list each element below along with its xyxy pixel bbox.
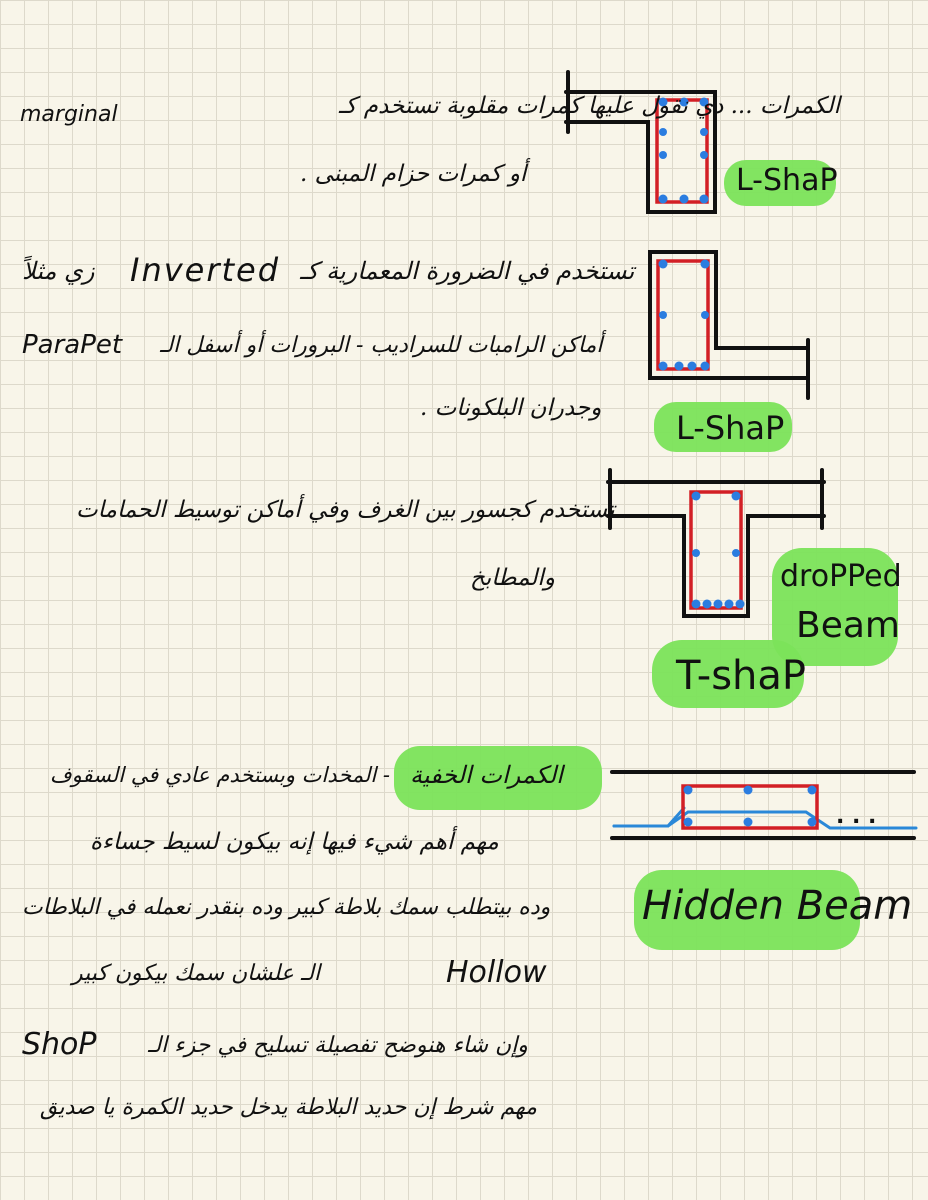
s2-line2: أماكن الرامبات للسراديب - البرورات أو أسفل الـ <box>160 333 603 358</box>
s4-shape-label: Hidden Beam <box>642 883 913 929</box>
tshape-section <box>608 470 824 616</box>
s4-line6: مهم شرط إن حديد البلاطة يدخل حديد الكمرة يا صديق <box>40 1095 538 1120</box>
s3-line2: والمطابخ <box>470 565 555 591</box>
s4-line5-latin: ShoP <box>22 1027 97 1062</box>
s4-line2: مهم أهم شيء فيها إنه بيكون لسيط جساءة <box>90 829 499 855</box>
s4-line4-latin: Hollow <box>446 955 547 990</box>
s3-side-label-2: Beam <box>796 605 900 646</box>
s2-line1-suffix: تستخدم في الضرورة المعمارية كـ <box>300 257 635 285</box>
s4-line5: وإن شاء هنوضح تفصيلة تسليح في جزء الـ <box>148 1033 528 1058</box>
s4-line3: وده بيتطلب سمك بلاطة كبير وده بنقدر نعمله في البلاطات <box>22 895 551 920</box>
s4-line1: - المخدات وبستخدم عادي في السقوف <box>49 763 390 787</box>
tshape-rebars <box>692 492 745 609</box>
s3-line1: تستخدم كجسور بين الغرف وفي أماكن توسيط الحمامات <box>76 497 615 523</box>
s4-line4: الـ علشان سمك بيكون كبير <box>72 961 321 986</box>
s2-line1-prefix: زي مثلاً <box>22 257 95 285</box>
s1-line2: أو كمرات حزام المبنى . <box>300 161 527 187</box>
hidden-beam-rebars <box>684 786 817 827</box>
s1-shape-label: L-ShaP <box>736 163 838 198</box>
s4-ellipsis: . . . <box>836 804 877 829</box>
lshape-2-rebars <box>659 260 710 371</box>
s2-line2-latin: ParaPet <box>22 330 123 360</box>
s4-line1-highlight: الكمرات الخفية <box>410 761 563 789</box>
s2-line1-latin: Inverted <box>130 251 281 289</box>
lshape-section-2 <box>650 252 808 398</box>
s2-shape-label: L-ShaP <box>676 409 785 447</box>
s3-shape-label: T-shaP <box>676 653 807 699</box>
s1-line1: الكمرات ... دي نقول عليها كمرات مقلوبة تستخدم كـ <box>338 93 840 119</box>
s2-line3: وجدران البلكونات . <box>420 395 602 421</box>
s3-side-label-1: droPPed <box>780 559 902 594</box>
s1-line1-latin: marginal <box>20 102 118 127</box>
